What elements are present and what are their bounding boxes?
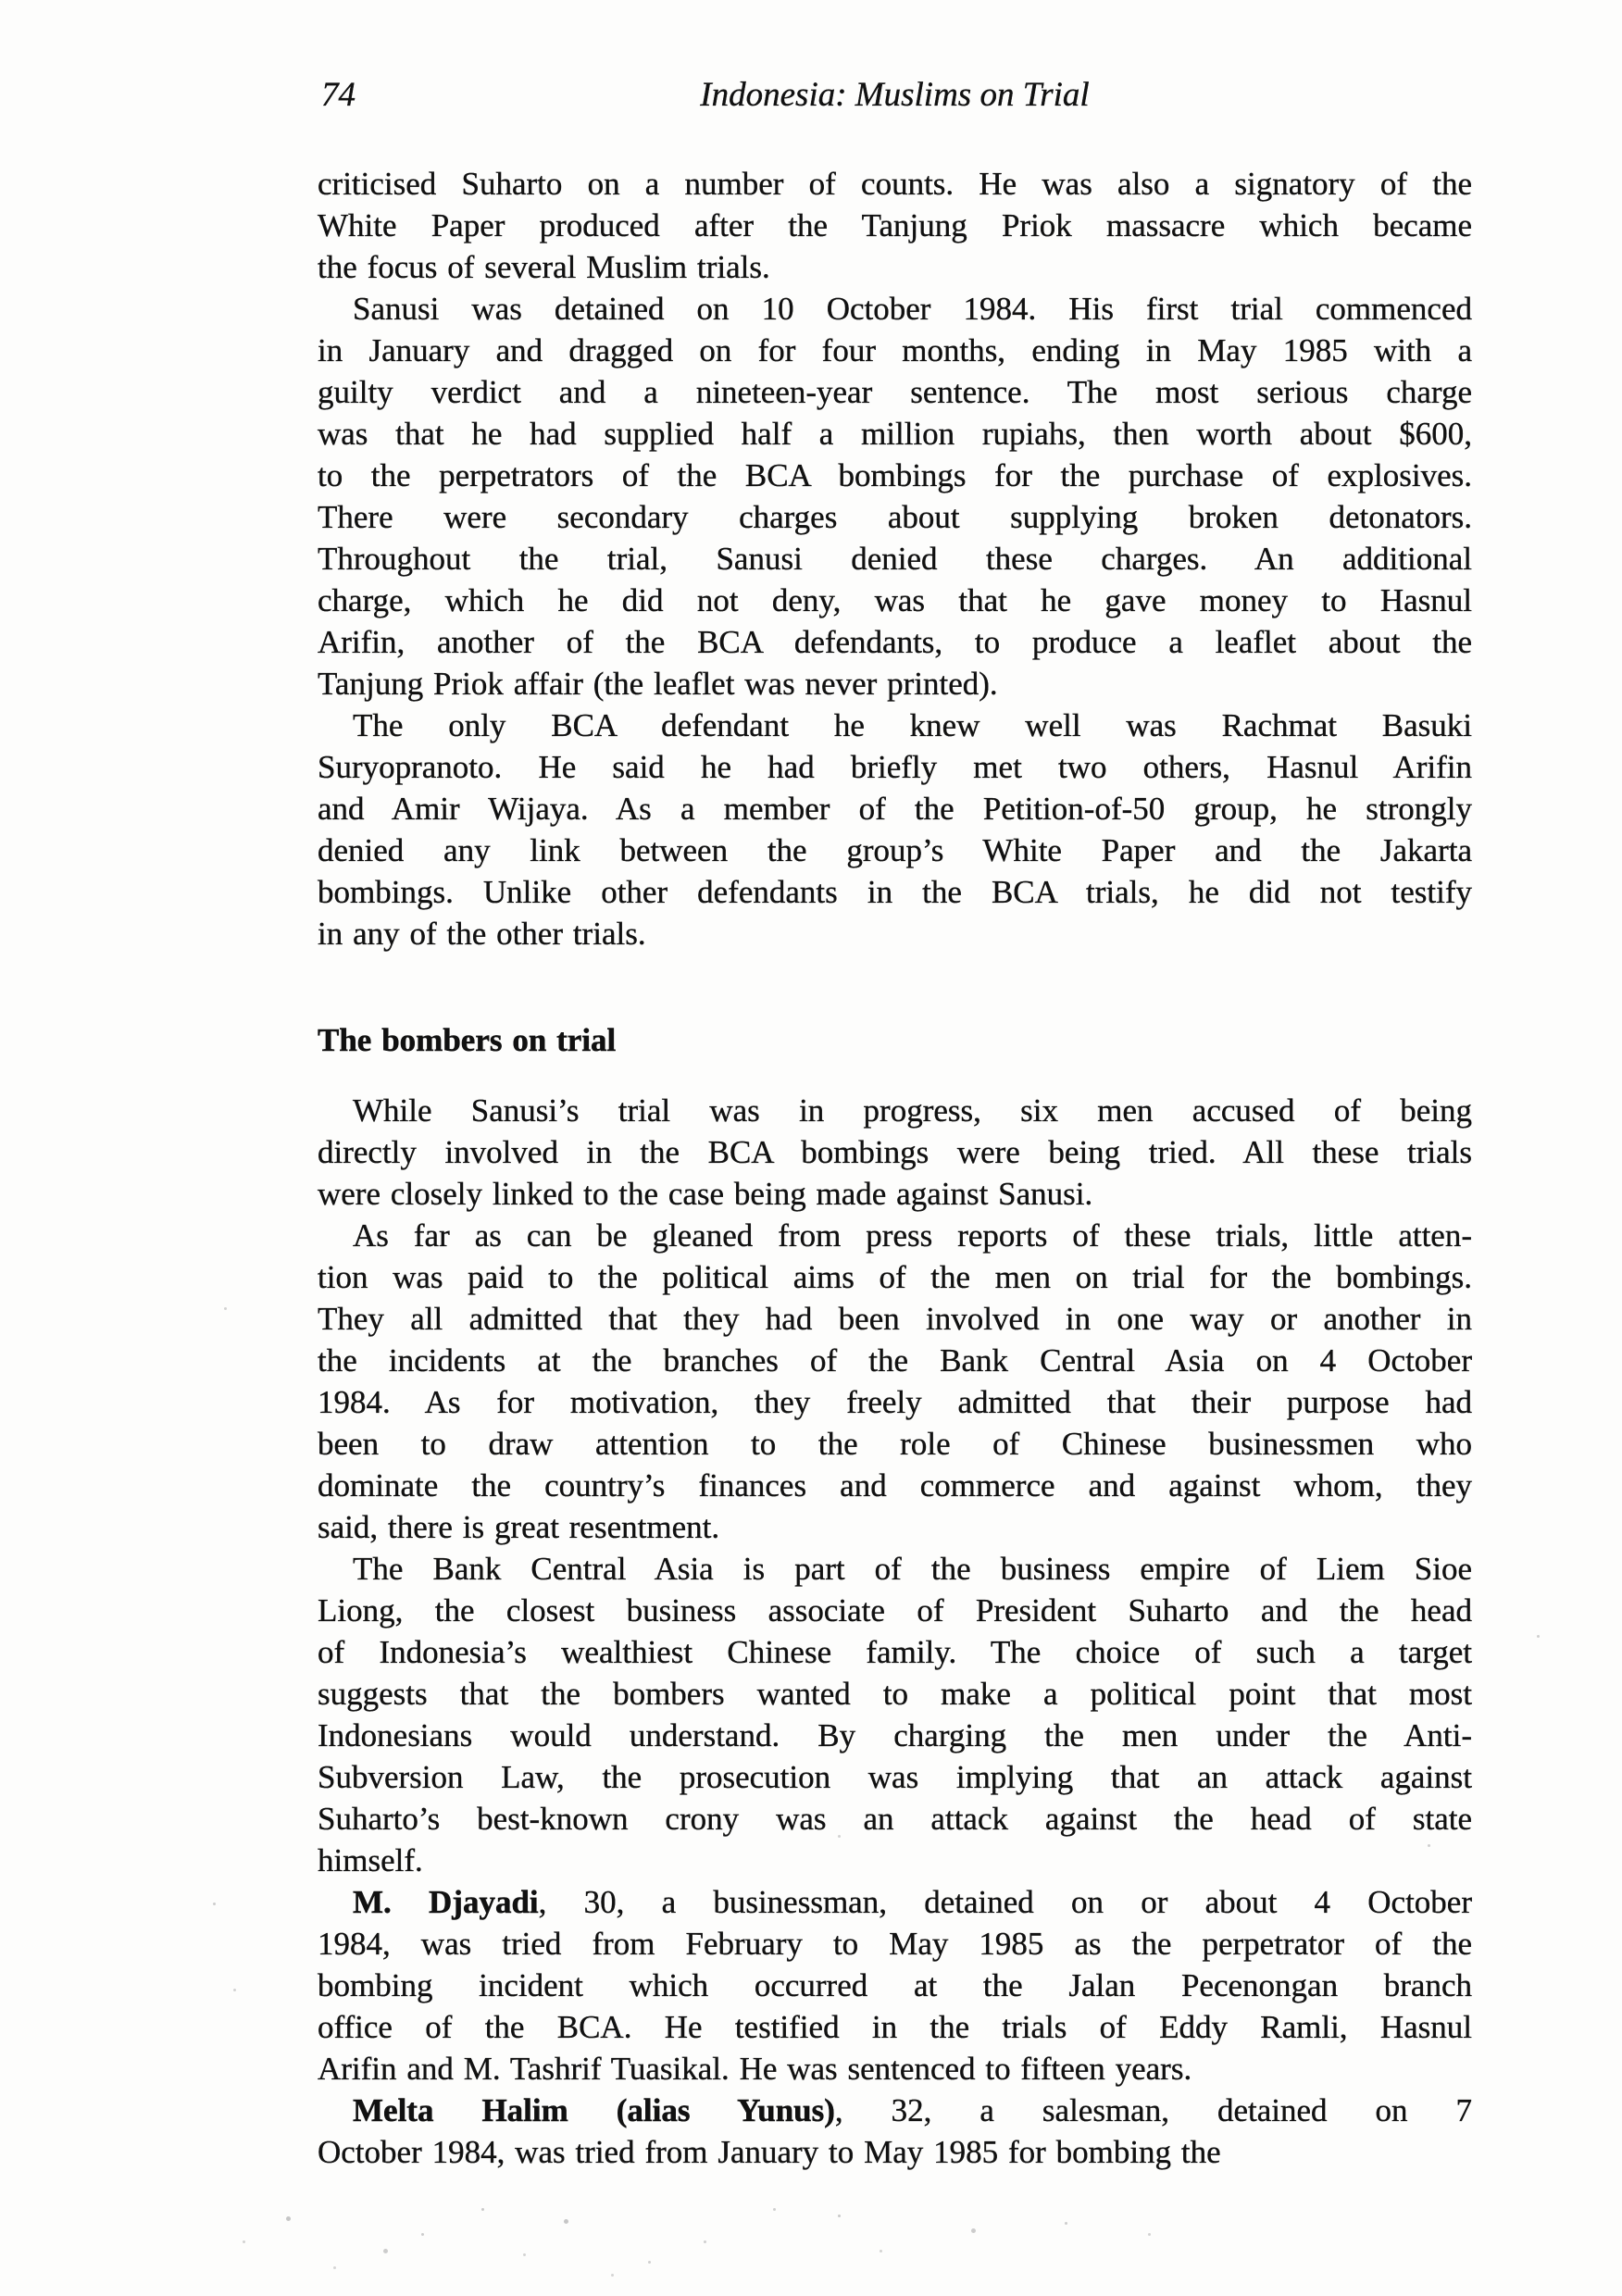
text-line: [318, 1923, 1472, 1965]
text-segment: to the perpetrators of the BCA bombings for the purchase of explosives.: [318, 457, 1472, 493]
text-segment: directly involved in the BCA bombings were being tried. All these trials: [318, 1134, 1472, 1170]
text-line: [318, 1090, 1472, 1131]
text-segment: been to draw attention to the role of Chinese businessmen who: [318, 1426, 1472, 1462]
text-segment: Suharto’s best-known crony was an attack against the head of state: [318, 1801, 1472, 1837]
text-line: [318, 1381, 1472, 1423]
text-segment: office of the BCA. He testified in the trials of Eddy Ramli, Hasnul: [318, 2009, 1472, 2045]
text-segment: criticised Suharto on a number of counts. He was also a signatory of the: [318, 166, 1472, 202]
text-segment: As far as can be gleaned from press reports of these trials, little atten-: [353, 1217, 1472, 1254]
text-line: [318, 1590, 1472, 1631]
text-segment: of Indonesia’s wealthiest Chinese family. The choice of such a target: [318, 1634, 1472, 1670]
paragraph: [318, 2090, 1472, 2173]
text-line: [318, 1715, 1472, 1756]
text-segment: charge, which he did not deny, was that he gave money to Hasnul: [318, 582, 1472, 618]
paragraph: [318, 288, 1472, 705]
text-line: [318, 580, 1472, 621]
text-line: [318, 2090, 1472, 2131]
text-line: [318, 2131, 1472, 2173]
text-segment: The Bank Central Asia is part of the business empire of Liem Sioe: [353, 1551, 1472, 1587]
text-segment: Arifin, another of the BCA defendants, to produce a leaflet about the: [318, 624, 1472, 660]
text-line: [318, 1340, 1472, 1381]
paragraph: [318, 705, 1472, 955]
paragraph: [318, 1548, 1472, 1881]
text-line: [318, 871, 1472, 913]
text-line: [318, 246, 1472, 288]
text-segment: Subversion Law, the prosecution was implying that an attack against: [318, 1759, 1472, 1795]
text-line: [318, 1423, 1472, 1465]
text-line: [318, 830, 1472, 871]
text-segment: Suryopranoto. He said he had briefly met two others, Hasnul Arifin: [318, 749, 1472, 785]
text-segment: , 32, a salesman, detained on 7: [834, 2092, 1472, 2128]
text-line: [318, 1465, 1472, 1506]
text-line: [318, 1506, 1472, 1548]
paragraph: [318, 1881, 1472, 2090]
running-title: Indonesia: Muslims on Trial: [700, 76, 1090, 114]
text-line: [318, 205, 1472, 246]
text-segment: himself.: [318, 1842, 423, 1878]
text-segment: the focus of several Muslim trials.: [318, 249, 770, 285]
page-number: 74: [321, 76, 356, 114]
text-line: [318, 621, 1472, 663]
text-segment: denied any link between the group’s White Paper and the Jakarta: [318, 832, 1472, 868]
text-segment: Sanusi was detained on 10 October 1984. His first trial commenced: [353, 291, 1472, 327]
text-segment: Indonesians would understand. By charging the men under the Anti-: [318, 1717, 1472, 1753]
text-segment: the incidents at the branches of the Bank Central Asia on 4 October: [318, 1342, 1472, 1379]
text-line: [318, 1298, 1472, 1340]
text-segment: White Paper produced after the Tanjung Priok massacre which became: [318, 207, 1472, 243]
text-segment: in any of the other trials.: [318, 916, 646, 952]
text-segment: and Amir Wijaya. As a member of the Petition-of-50 group, he strongly: [318, 791, 1472, 827]
text-segment: While Sanusi’s trial was in progress, six men accused of being: [353, 1092, 1472, 1129]
text-segment: Arifin and M. Tashrif Tuasikal. He was sentenced to fifteen years.: [318, 2051, 1192, 2087]
text-line: [318, 1840, 1472, 1881]
text-line: [318, 413, 1472, 455]
text-line: [318, 1798, 1472, 1840]
text-line: [318, 746, 1472, 788]
text-segment: guilty verdict and a nineteen-year sentence. The most serious charge: [318, 374, 1472, 410]
text-segment: dominate the country’s finances and commerce and against whom, they: [318, 1467, 1472, 1504]
text-segment: suggests that the bombers wanted to make a political point that most: [318, 1676, 1472, 1712]
text-line: [318, 913, 1472, 955]
bold-lead-in: M. Djayadi: [353, 1884, 539, 1920]
text-segment: , 30, a businessman, detained on or about 4 October: [538, 1884, 1472, 1920]
text-line: [318, 1256, 1472, 1298]
text-segment: Throughout the trial, Sanusi denied these charges. An additional: [318, 541, 1472, 577]
text-line: [318, 163, 1472, 205]
text-line: [318, 455, 1472, 496]
text-segment: were closely linked to the case being made against Sanusi.: [318, 1176, 1093, 1212]
text-line: [318, 2006, 1472, 2048]
text-segment: was that he had supplied half a million rupiahs, then worth about $600,: [318, 416, 1472, 452]
page-header: [318, 77, 1472, 114]
page-body: [318, 163, 1472, 2173]
text-line: [318, 1673, 1472, 1715]
text-line: [318, 2048, 1472, 2090]
text-segment: Liong, the closest business associate of President Suharto and the head: [318, 1592, 1472, 1628]
text-segment: in January and dragged on for four months, ending in May 1985 with a: [318, 332, 1472, 368]
text-line: [318, 288, 1472, 330]
text-line: [318, 1631, 1472, 1673]
paragraph: [318, 163, 1472, 288]
paragraph: [318, 1090, 1472, 1215]
text-line: [318, 496, 1472, 538]
text-segment: 1984, was tried from February to May 1985 as the perpetrator of the: [318, 1926, 1472, 1962]
text-line: [318, 788, 1472, 830]
text-line: [318, 663, 1472, 705]
paragraph: [318, 1215, 1472, 1548]
text-segment: tion was paid to the political aims of the men on trial for the bombings.: [318, 1259, 1472, 1295]
text-line: [318, 1756, 1472, 1798]
text-line: [318, 371, 1472, 413]
text-line: [318, 705, 1472, 746]
text-segment: bombing incident which occurred at the Jalan Pecenongan branch: [318, 1967, 1472, 2003]
text-line: [318, 1881, 1472, 1923]
text-line: [318, 1131, 1472, 1173]
text-segment: bombings. Unlike other defendants in the BCA trials, he did not testify: [318, 874, 1472, 910]
text-line: [318, 538, 1472, 580]
text-line: [318, 1215, 1472, 1256]
text-line: [318, 1173, 1472, 1215]
text-segment: Tanjung Priok affair (the leaflet was never printed).: [318, 666, 998, 702]
bold-lead-in: Melta Halim (alias Yunus): [353, 2092, 835, 2128]
text-segment: They all admitted that they had been involved in one way or another in: [318, 1301, 1472, 1337]
text-line: [318, 1548, 1472, 1590]
text-line: [318, 330, 1472, 371]
scan-noise: [0, 0, 3, 3]
text-segment: October 1984, was tried from January to May 1985 for bombing the: [318, 2134, 1221, 2170]
text-segment: said, there is great resentment.: [318, 1509, 720, 1545]
text-line: [318, 1965, 1472, 2006]
text-segment: There were secondary charges about supplying broken detonators.: [318, 499, 1472, 535]
text-segment: The only BCA defendant he knew well was Rachmat Basuki: [353, 707, 1472, 743]
section-heading: The bombers on trial: [318, 1022, 617, 1058]
text-segment: 1984. As for motivation, they freely admitted that their purpose had: [318, 1384, 1472, 1420]
